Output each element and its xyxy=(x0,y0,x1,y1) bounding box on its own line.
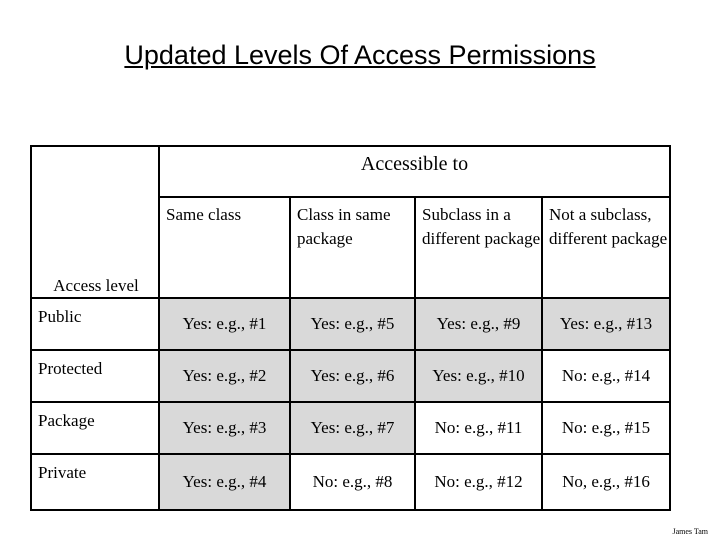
row-label-private: Private xyxy=(38,463,87,482)
table-cell: Yes: e.g., #2 xyxy=(182,366,267,385)
table-cell: Yes: e.g., #4 xyxy=(182,472,267,491)
row-label-public: Public xyxy=(38,307,82,326)
column-header-not-subclass: Not a subclass, different package xyxy=(549,205,668,248)
row-label-package: Package xyxy=(38,411,95,430)
table-cell: Yes: e.g., #7 xyxy=(310,418,395,437)
table-cell: Yes: e.g., #9 xyxy=(436,314,521,333)
table-cell: No: e.g., #15 xyxy=(561,418,651,437)
table-cell: No, e.g., #16 xyxy=(562,472,650,491)
table-cell: No: e.g., #8 xyxy=(312,472,393,491)
table-cell: Yes: e.g., #6 xyxy=(310,366,395,385)
table-cell: Yes: e.g., #1 xyxy=(182,314,267,333)
table-cell: No: e.g., #14 xyxy=(561,366,651,385)
column-header-class-in-same-package: Class in same package xyxy=(297,205,391,248)
table-cell: Yes: e.g., #5 xyxy=(310,314,395,333)
accessible-to-header: Accessible to xyxy=(360,153,469,175)
access-permissions-table xyxy=(30,145,671,511)
table-cell: Yes: e.g., #10 xyxy=(432,366,525,385)
page-title: Updated Levels Of Access Permissions xyxy=(124,40,596,70)
access-level-header: Access level xyxy=(53,276,139,295)
table-cell: No: e.g., #12 xyxy=(434,472,523,491)
author-credit: James Tam xyxy=(672,527,708,536)
row-label-protected: Protected xyxy=(38,359,103,378)
column-header-same-class: Same class xyxy=(166,205,242,224)
table-cell: Yes: e.g., #3 xyxy=(182,418,267,437)
column-header-subclass-different-package: Subclass in a different package xyxy=(422,205,541,248)
table-cell: Yes: e.g., #13 xyxy=(559,314,653,333)
table-cell: No: e.g., #11 xyxy=(434,418,523,437)
